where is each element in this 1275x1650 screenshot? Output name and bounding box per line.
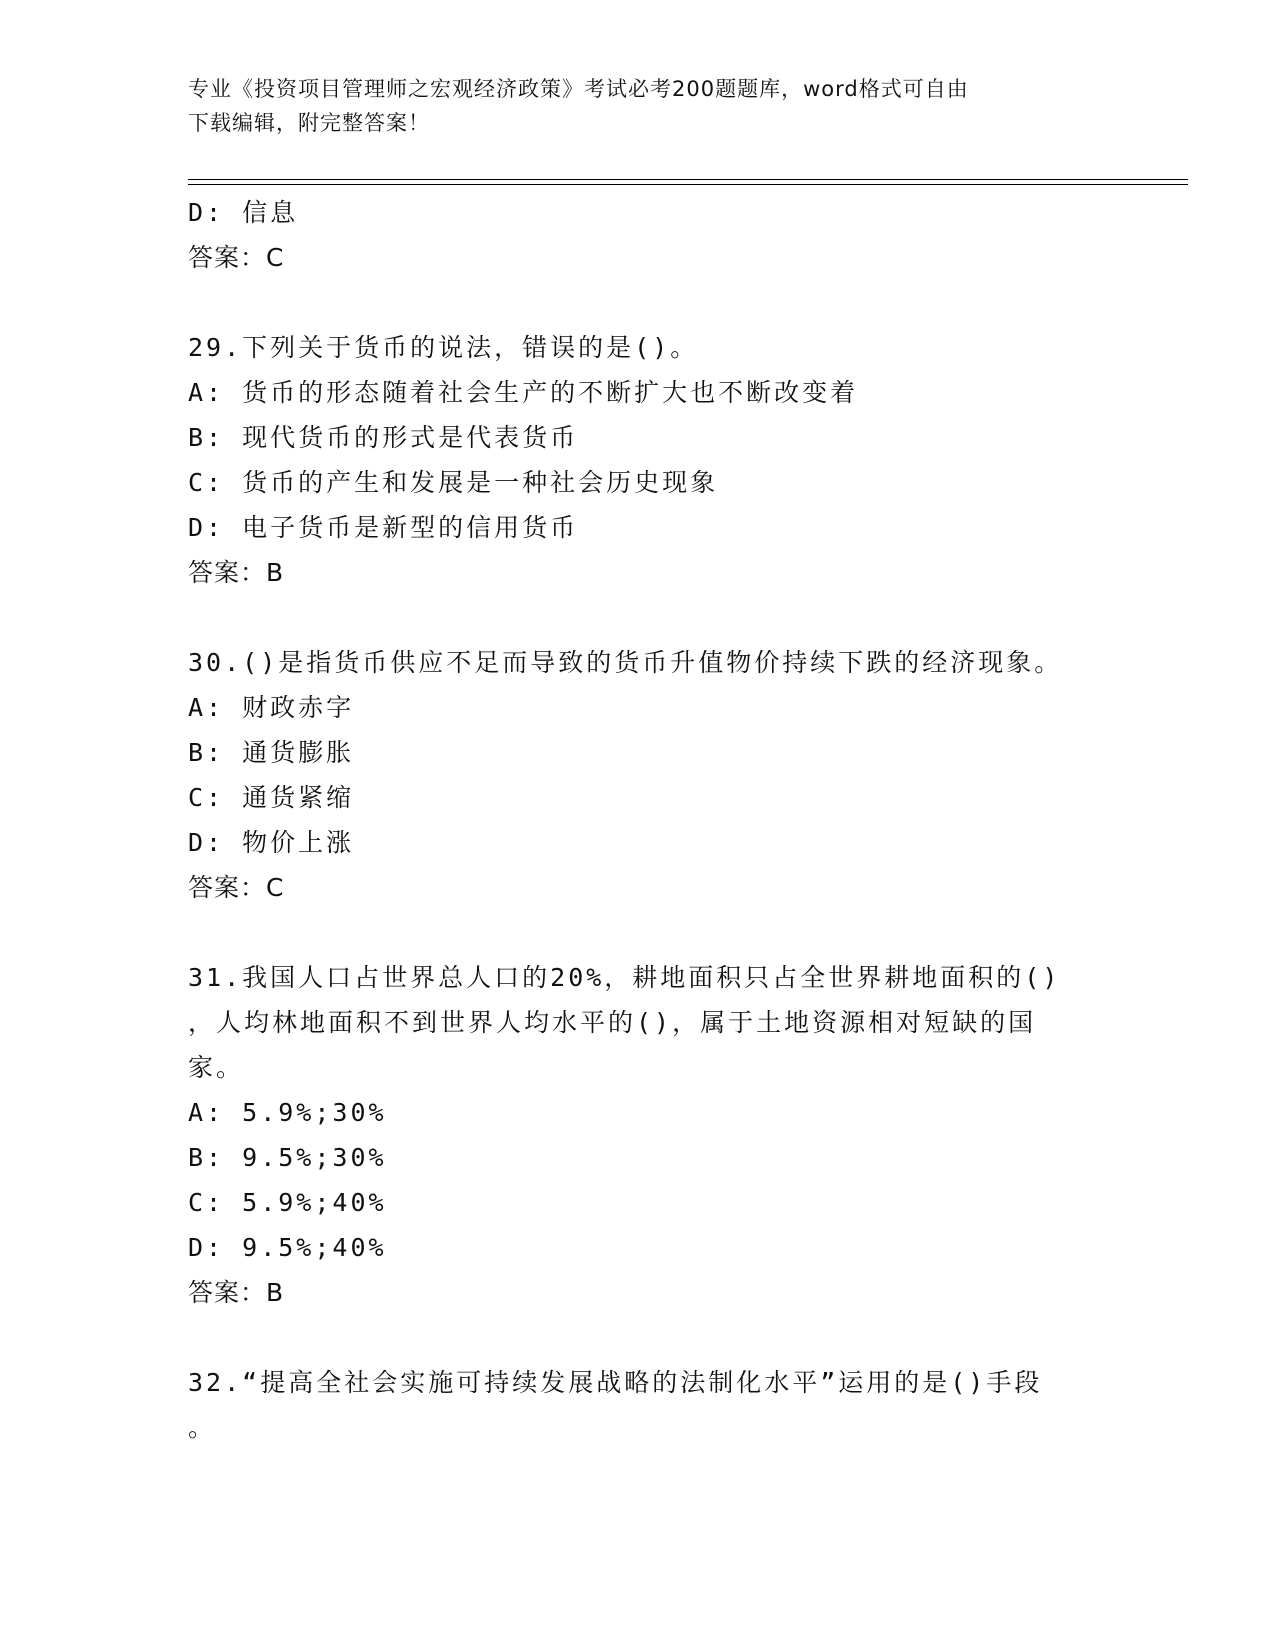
question-stem-line-2: ，人均林地面积不到世界人均水平的()，属于土地资源相对短缺的国 [188, 1008, 1037, 1037]
option-a: A: 财政赤字 [188, 693, 355, 722]
document-body [188, 190, 1108, 1450]
option-b: B: 9.5%;30% [188, 1143, 387, 1172]
question-32 [188, 1360, 1108, 1450]
option-b: B: 通货膨胀 [188, 738, 355, 767]
question-29 [188, 325, 1108, 596]
option-d: D: 信息 [188, 198, 299, 227]
option-d: D: 物价上涨 [188, 828, 355, 857]
question-stem: 30.()是指货币供应不足而导致的货币升值物价持续下跌的经济现象。 [188, 648, 1063, 677]
question-31 [188, 955, 1108, 1316]
option-a: A: 货币的形态随着社会生产的不断扩大也不断改变着 [188, 378, 859, 407]
answer: 答案：C [188, 243, 285, 272]
header-rule-bottom [188, 184, 1188, 185]
answer: 答案：B [188, 558, 285, 587]
question-stem-line-1: 31.我国人口占世界总人口的20%，耕地面积只占全世界耕地面积的() [188, 963, 1061, 992]
header-title-line-2: 下载编辑，附完整答案！ [188, 111, 430, 135]
header-title-line-1: 专业《投资项目管理师之宏观经济政策》考试必考200题题库，word格式可自由 [188, 77, 969, 101]
question-30 [188, 640, 1108, 911]
answer: 答案：C [188, 873, 285, 902]
document-header [188, 72, 1068, 140]
option-a: A: 5.9%;30% [188, 1098, 387, 1127]
option-c: C: 5.9%;40% [188, 1188, 387, 1217]
option-d: D: 9.5%;40% [188, 1233, 387, 1262]
option-b: B: 现代货币的形式是代表货币 [188, 423, 579, 452]
option-c: C: 货币的产生和发展是一种社会历史现象 [188, 468, 719, 497]
question-stem-line-2: 。 [188, 1413, 217, 1442]
question-stem-line-1: 32.“提高全社会实施可持续发展战略的法制化水平”运用的是()手段 [188, 1368, 1043, 1397]
answer: 答案：B [188, 1278, 285, 1307]
previous-question-tail [188, 190, 1108, 281]
header-rule-top [188, 179, 1188, 180]
option-d: D: 电子货币是新型的信用货币 [188, 513, 579, 542]
option-c: C: 通货紧缩 [188, 783, 355, 812]
question-stem-line-3: 家。 [188, 1053, 245, 1082]
question-stem: 29.下列关于货币的说法，错误的是()。 [188, 333, 699, 362]
